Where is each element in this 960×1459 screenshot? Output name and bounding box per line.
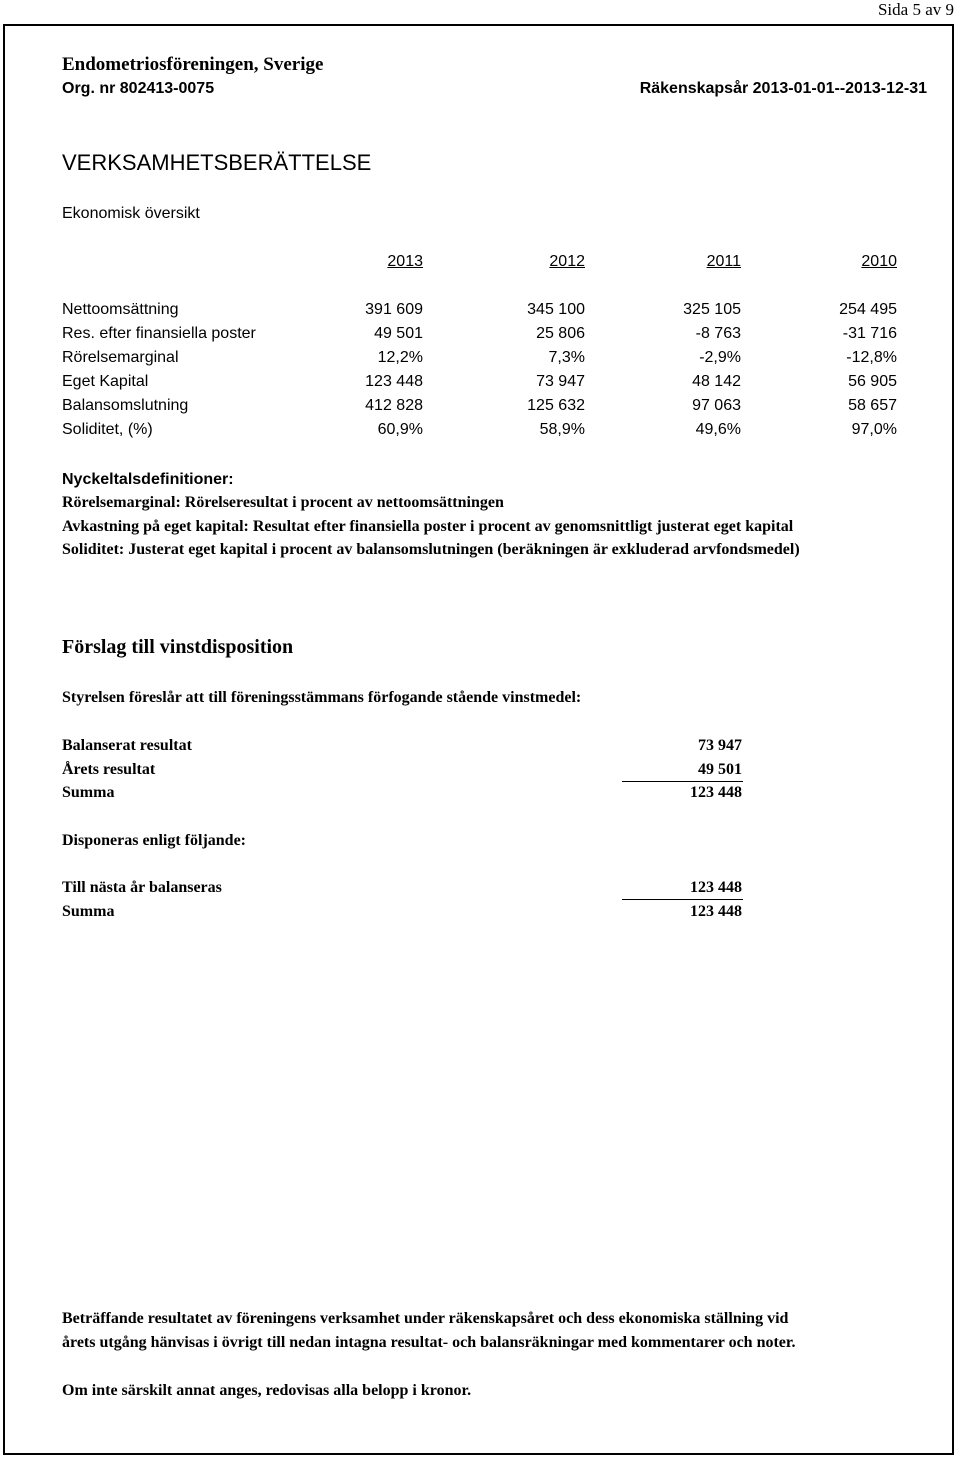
allocation-heading: Disponeras enligt följande: [62, 832, 246, 849]
page-indicator: Sida 5 av 9 [877, 0, 954, 19]
overview-value: 125 632 [527, 397, 585, 414]
overview-row-label: Soliditet, (%) [62, 421, 153, 438]
overview-row-label: Eget Kapital [62, 373, 149, 390]
overview-value: 345 100 [527, 301, 585, 318]
overview-value: 25 806 [536, 325, 585, 342]
overview-value: 58,9% [539, 421, 585, 438]
overview-value: 412 828 [365, 397, 423, 414]
overview-value: 97 063 [692, 397, 741, 414]
available-label: Årets resultat [62, 761, 156, 778]
sum-rule [622, 899, 743, 900]
disposition-intro: Styrelsen föreslår att till föreningsstämmans förfogande stående vinstmedel: [62, 689, 582, 706]
overview-value: 325 105 [683, 301, 741, 318]
available-value: 49 501 [698, 761, 742, 778]
currency-note: Om inte särskilt annat anges, redovisas alla belopp i kronor. [62, 1382, 472, 1399]
year-header: 2012 [549, 253, 585, 270]
available-sum-value: 123 448 [690, 784, 742, 801]
year-header: 2010 [861, 253, 897, 270]
definition-item: Avkastning på eget kapital: Resultat efter finansiella poster i procent av genomsnittligt justerat eget kapital [62, 518, 794, 535]
overview-value: 123 448 [365, 373, 423, 390]
overview-value: 49,6% [695, 421, 741, 438]
overview-value: 58 657 [848, 397, 897, 414]
definitions-heading: Nyckeltalsdefinitioner: [62, 471, 234, 488]
definition-item: Rörelsemarginal: Rörelseresultat i procent av nettoomsättningen [62, 494, 504, 511]
definition-item: Soliditet: Justerat eget kapital i procent av balansomslutningen (beräkningen är exkluderad arvfondsmedel) [62, 541, 800, 558]
overview-value: 49 501 [374, 325, 423, 342]
available-label: Balanserat resultat [62, 737, 192, 754]
overview-value: 60,9% [377, 421, 423, 438]
available-sum-label: Summa [62, 784, 115, 801]
available-value: 73 947 [698, 737, 742, 754]
overview-value: 391 609 [365, 301, 423, 318]
year-header: 2011 [706, 253, 741, 270]
overview-value: 97,0% [851, 421, 897, 438]
overview-value: -12,8% [846, 349, 897, 366]
allocation-value: 123 448 [690, 879, 742, 896]
overview-row-label: Nettoomsättning [62, 301, 179, 318]
overview-value: 48 142 [692, 373, 741, 390]
overview-value: 73 947 [536, 373, 585, 390]
year-header: 2013 [387, 253, 423, 270]
overview-value: 7,3% [548, 349, 585, 366]
sum-rule [622, 781, 743, 782]
overview-value: -31 716 [842, 325, 897, 342]
organization-number: Org. nr 802413-0075 [62, 80, 215, 97]
overview-value: -8 763 [695, 325, 741, 342]
allocation-sum-value: 123 448 [690, 903, 742, 920]
overview-row-label: Rörelsemarginal [62, 349, 179, 366]
organization-name: Endometriosföreningen, Sverige [62, 54, 324, 75]
fiscal-year: Räkenskapsår 2013-01-01--2013-12-31 [639, 80, 927, 97]
allocation-sum-label: Summa [62, 903, 115, 920]
overview-value: 254 495 [839, 301, 897, 318]
report-title: VERKSAMHETSBERÄTTELSE [62, 150, 372, 175]
report-subtitle: Ekonomisk översikt [62, 205, 200, 222]
overview-value: 56 905 [848, 373, 897, 390]
disposition-heading: Förslag till vinstdisposition [62, 636, 294, 658]
footer-note-line: årets utgång hänvisas i övrigt till nedan intagna resultat- och balansräkningar med kommentarer och noter. [62, 1334, 796, 1351]
overview-row-label: Balansomslutning [62, 397, 189, 414]
overview-row-label: Res. efter finansiella poster [62, 325, 256, 342]
allocation-label: Till nästa år balanseras [62, 879, 222, 896]
overview-value: -2,9% [699, 349, 741, 366]
footer-note-line: Beträffande resultatet av föreningens verksamhet under räkenskapsåret och dess ekonomiska ställning vid [62, 1310, 789, 1327]
overview-value: 12,2% [377, 349, 423, 366]
